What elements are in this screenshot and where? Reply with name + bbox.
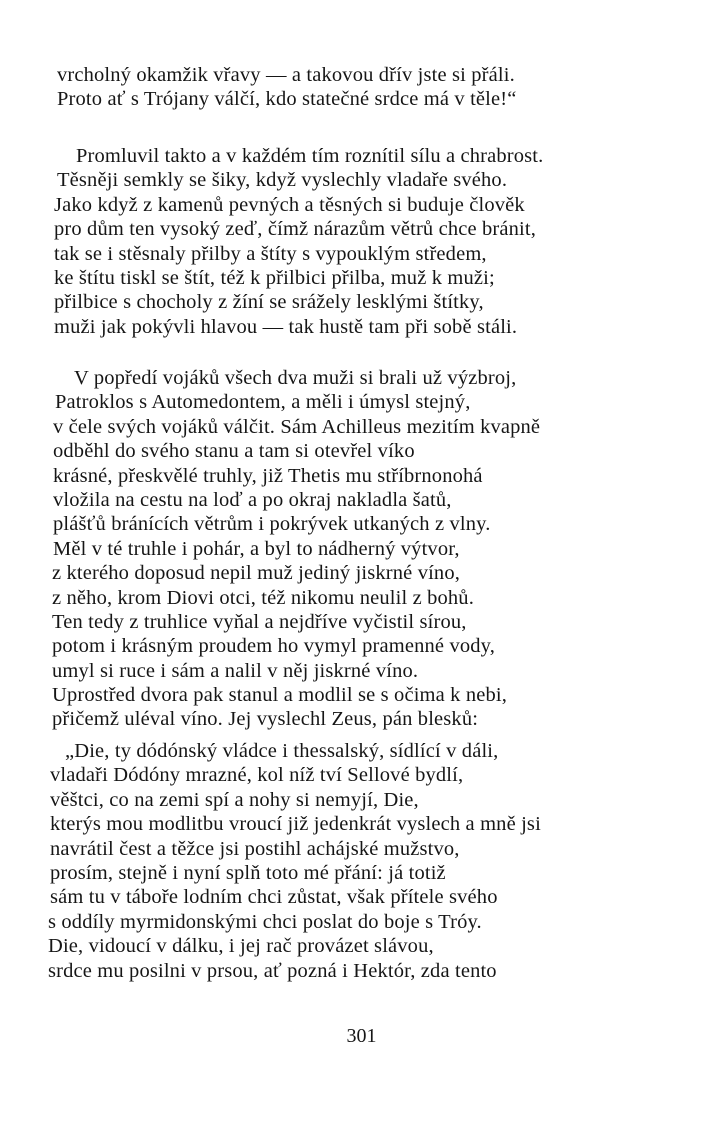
verse-line: plášťů bránících větrům i pokrývek utkaných z vlny.	[53, 513, 491, 536]
verse-line: ke štítu tiskl se štít, též k přilbici přilba, muž k muži;	[54, 266, 495, 289]
verse-line: „Die, ty dódónský vládce i thessalský, sídlící v dáli,	[65, 740, 499, 762]
verse-line: s oddíly myrmidonskými chci poslat do boje s Tróy.	[48, 910, 482, 933]
verse-line: v čele svých vojáků válčit. Sám Achilleus mezitím kvapně	[53, 415, 541, 438]
verse-line: přilbice s chocholy z žíní se srážely lesklými štítky,	[54, 291, 484, 314]
verse-line: krásné, přeskvělé truhly, již Thetis mu stříbrnonohá	[53, 464, 483, 487]
verse-line: Patroklos s Automedontem, a měli i úmysl stejný,	[55, 391, 471, 414]
verse-line: Uprostřed dvora pak stanul a modlil se s očima k nebi,	[52, 684, 508, 707]
verse-line: prosím, stejně i nyní splň toto mé přání: já totiž	[50, 861, 446, 884]
verse-line: Těsněji semkly se šiky, když vyslechly vladaře svého.	[57, 169, 508, 192]
verse-line: přičemž uléval víno. Jej vyslechl Zeus, pán blesků:	[52, 708, 479, 731]
verse-line: vladaři Dódóny mrazné, kol níž tví Sellové bydlí,	[50, 764, 464, 787]
verse-line: z něho, krom Diovi otci, též nikomu neulil z bohů.	[52, 586, 474, 609]
verse-line: tak se i stěsnaly přilby a štíty s vypouklým středem,	[54, 242, 487, 265]
page-number: 301	[346, 1025, 377, 1047]
verse-line: odběhl do svého stanu a tam si otevřel víko	[53, 440, 415, 463]
stanza-1	[0, 63, 723, 112]
verse-line: muži jak pokývli hlavou — tak hustě tam při sobě stáli.	[54, 315, 518, 338]
stanza-4	[0, 739, 723, 983]
verse-line: V popředí vojáků všech dva muži si brali už výzbroj,	[74, 367, 517, 389]
verse-line: sám tu v táboře lodním chci zůstat, však přítele svého	[50, 886, 498, 909]
stanza-2	[0, 144, 723, 339]
verse-line: Die, vidoucí v dálku, i jej rač provázet slávou,	[48, 935, 434, 958]
verse-line: vrcholný okamžik vřavy — a takovou dřív jste si přáli.	[57, 64, 515, 86]
verse-line: Proto ať s Trójany válčí, kdo statečné srdce má v těle!“	[57, 88, 517, 111]
verse-line: Ten tedy z truhlice vyňal a nejdříve vyčistil sírou,	[52, 610, 467, 633]
verse-line: Měl v té truhle i pohár, a byl to nádherný výtvor,	[53, 537, 460, 560]
verse-line: navrátil čest a těžce jsi postihl achájské mužstvo,	[50, 837, 460, 860]
verse-line: Jako když z kamenů pevných a těsných si buduje člověk	[54, 193, 525, 216]
verse-line: Promluvil takto a v každém tím roznítil sílu a chrabrost.	[76, 145, 544, 167]
verse-line: pro dům ten vysoký zeď, čímž nárazům větrů chce bránit,	[54, 218, 537, 241]
verse-line: vložila na cestu na loď a po okraj nakladla šatů,	[53, 488, 452, 511]
verse-line: kterýs mou modlitbu vroucí již jedenkrát vyslech a mně jsi	[50, 813, 541, 836]
verse-line: umyl si ruce i sám a nalil v něj jiskrné víno.	[52, 659, 419, 682]
verse-line: z kterého doposud nepil muž jediný jiskrné víno,	[52, 562, 461, 585]
verse-line: potom i krásným proudem ho vymyl pramenné vody,	[52, 635, 495, 658]
stanza-3	[0, 366, 723, 732]
verse-line: věštci, co na zemi spí a nohy si nemyjí, Die,	[50, 788, 419, 811]
verse-line: srdce mu posilni v prsou, ať pozná i Hektór, zda tento	[48, 959, 497, 982]
